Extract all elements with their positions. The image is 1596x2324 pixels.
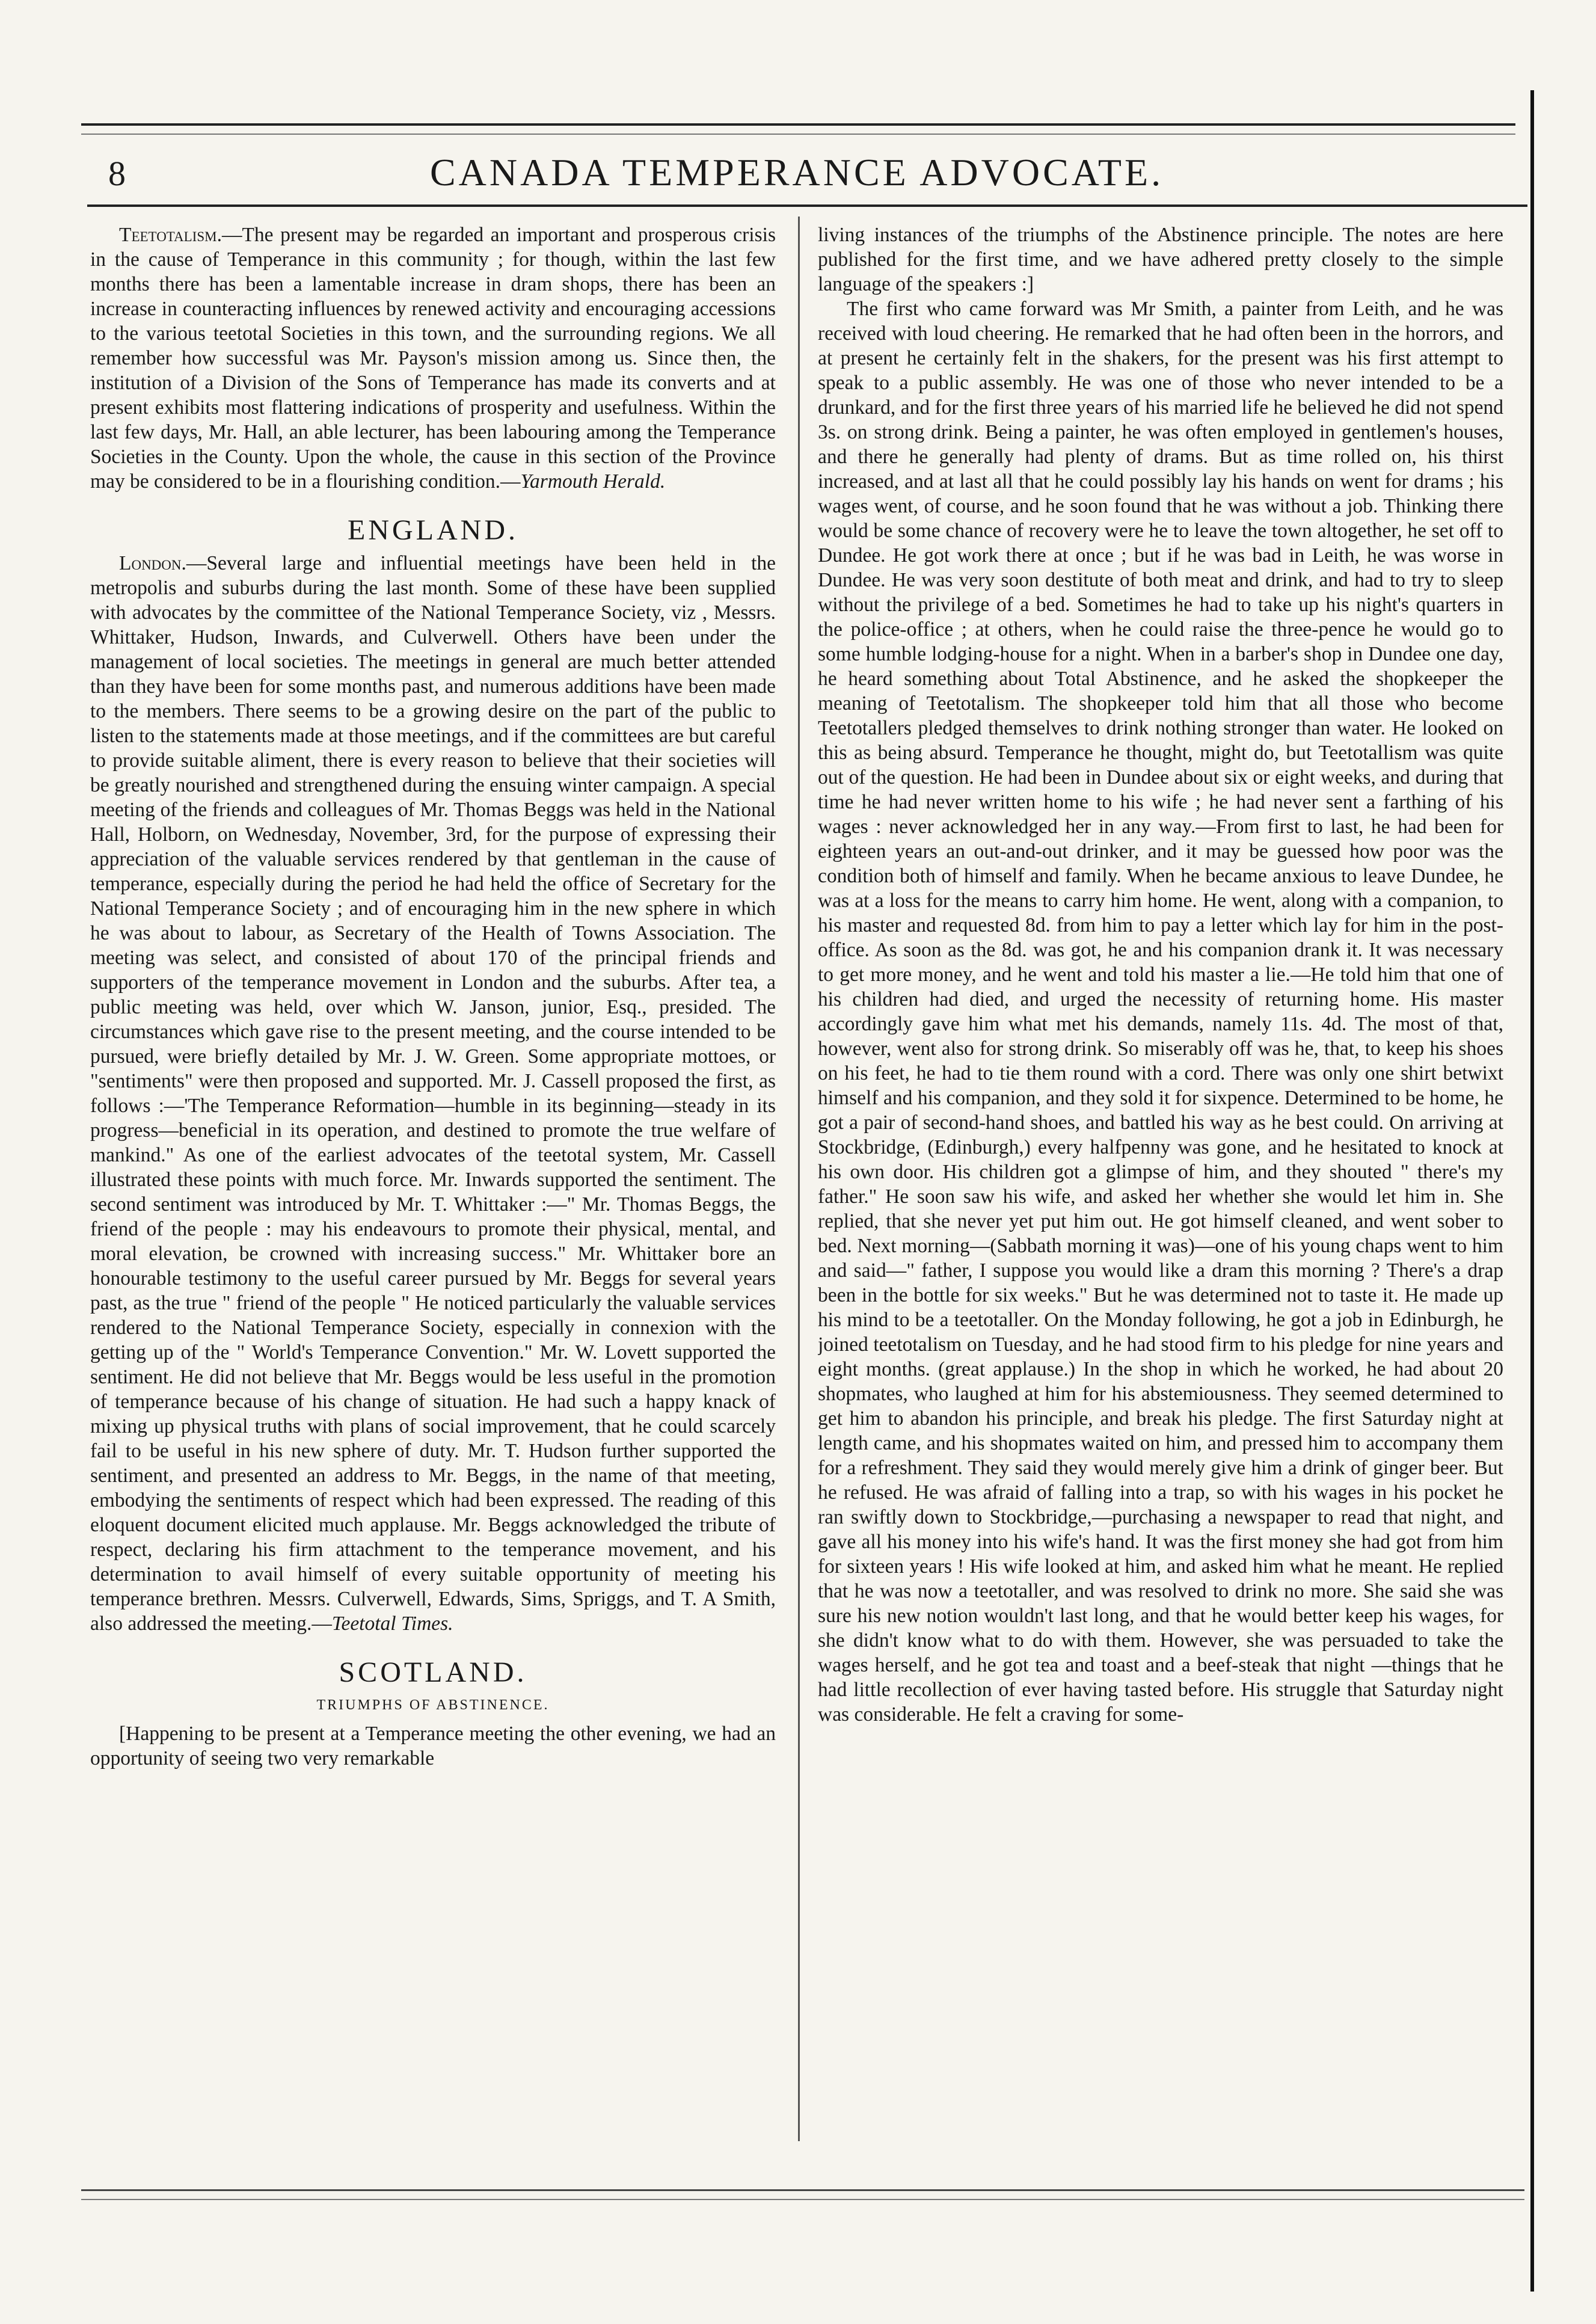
scotland-heading: SCOTLAND. xyxy=(339,1656,527,1688)
london-source: Teetotal Times. xyxy=(331,1612,453,1635)
scotland-subheading: TRIUMPHS OF ABSTINENCE. xyxy=(316,1697,550,1713)
page-number: 8 xyxy=(108,154,126,193)
bottom-border-rule-thin xyxy=(81,2199,1524,2200)
right-border-rule xyxy=(1530,90,1534,2292)
scotland-intro-continued: living instances of the triumphs of the Abstinence principle. The notes are here published for the first time, and we have adhered pretty closely to the simple language of the speakers :] xyxy=(818,224,1503,295)
scotland-intro: [Happening to be present at a Temperance meeting the other evening, we had an opportunity of seeing two very remarkable xyxy=(90,1723,776,1769)
top-border-rule-thin xyxy=(81,134,1515,135)
left-column xyxy=(90,223,776,2153)
england-heading: ENGLAND. xyxy=(348,514,518,546)
london-body: —Several large and influential meetings have been held in the metropolis and suburbs during the last month. Some of these have been supplied with advocates by the committee of the National Temperance Society, viz , Messrs. Whittaker, Hudson, Inwards, and Culverwell. Others have been under the management of local societies. The meetings in general are much better attended than they have been for some months past, and numerous additions have been made to the members. There seems to be a growing desire on the part of the public to listen to the statements made at those meetings, and if the committees are but careful to provide suitable aliment, there is every reason to believe that their societies will be greatly nourished and strengthened during the ensuing winter campaign. A special meeting of the friends and colleagues of Mr. Thomas Beggs was held in the National Hall, Holborn, on Wednesday, November, 3rd, for the purpose of expressing their appreciation of the valuable services rendered by that gentleman in the cause of temperance, especially during the period he had held the office of Secretary for the National Temperance Society ; and of encouraging him in the new sphere in which he was about to labour, as Secretary of the Health of Towns Association. The meeting was select, and consisted of about 170 of the principal friends and supporters of the temperance movement in London and the suburbs. After tea, a public meeting was held, over which W. Janson, junior, Esq., presided. The circumstances which gave rise to the present meeting, and the course intended to be pursued, were briefly detailed by Mr. J. W. Green. Some appropriate mottoes, or "sentiments" were then proposed and supported. Mr. J. Cassell proposed the first, as follows :—'The Temperance Reformation—humble in its beginning—steady in its progress—beneficial in its operation, and destined to promote the true welfare of mankind." As one of the earliest advocates of the teetotal system, Mr. Cassell illustrated these points with much force. Mr. Inwards supported the sentiment. The second sentiment was introduced by Mr. T. Whittaker :—" Mr. Thomas Beggs, the friend of the people : may his endeavours to promote their physical, mental, and moral elevation, be crowned with increasing success." Mr. Whittaker bore an honourable testimony to the useful career pursued by Mr. Beggs for several years past, as the true " friend of the people " He noticed particularly the valuable services rendered to the National Temperance Society, especially in connexion with the getting up of the " World's Temperance Convention." Mr. W. Lovett supported the sentiment. He did not believe that Mr. Beggs would be less useful in the promotion of temperance because of his change of situation. He had such a happy knack of mixing up physical truths with plans of social improvement, that he could scarcely fail to be useful in his new sphere of duty. Mr. T. Hudson further supported the sentiment, and presented an address to Mr. Beggs, in the name of that meeting, embodying the sentiments of respect which had been expressed. The reading of this eloquent document elicited much applause. Mr. Beggs acknowledged the tribute of respect, declaring his firm attachment to the temperance movement, and his determination to avail himself of every suitable opportunity of meeting his temperance brethren. Messrs. Culverwell, Edwards, Sims, Spriggs, and T. A Smith, also addressed the meeting.— xyxy=(90,552,776,1635)
masthead-rule xyxy=(87,204,1527,207)
smith-testimony: The first who came forward was Mr Smith, a painter from Leith, and he was received with loud cheering. He remarked that he had often been in the horrors, and at present he certainly felt in the shakers, for the present was his first attempt to speak to a public assembly. He was one of those who never intended to be a drunkard, and for the first three years of his married life he believed he did not spend 3s. on strong drink. Being a painter, he was often employed in gentlemen's houses, and there he generally had plenty of drams. But as time rolled on, his thirst increased, and at last all that he could possibly lay his hands on went for drams ; his wages went, of course, and he soon found that he was without a job. Thinking there would be some chance of recovery were he to leave the town altogether, he set off to Dundee. He got work there at once ; but if he was bad in Leith, he was worse in Dundee. He was very soon destitute of both meat and drink, and had to try to sleep without the privilege of a bed. Sometimes he had to take up his night's quarters in the police-office ; at others, when he could raise the three-pence he would go to some humble lodging-house for a night. When in a barber's shop in Dundee one day, he heard something about Total Abstinence, and he asked the shopkeeper the meaning of Teetotalism. The shopkeeper told him that all those who become Teetotallers pledged themselves to drink nothing stronger than water. He looked on this as being absurd. Temperance he thought, might do, but Teetotallism was quite out of the question. He had been in Dundee about six or eight weeks, and during that time he had never written home to his wife ; he had never sent a farthing of his wages : never acknowledged her in any way.—From first to last, he had been for eighteen years an out-and-out drinker, and it may be guessed how poor was the condition both of himself and family. When he became anxious to leave Dundee, he was at a loss for the means to carry him home. He went, along with a companion, to his master and requested 8d. from him to pay a letter which lay for him in the post-office. As soon as the 8d. was got, he and his companion drank it. It was necessary to get more money, and he went and told his master a lie.—He told him that one of his children had died, and urged the necessity of returning home. His master accordingly gave him what met his demands, namely 11s. 4d. The most of that, however, went also for strong drink. So miserably off was he, that, to keep his shoes on his feet, he had to tie them round with a cord. There was only one shirt betwixt himself and his companion, and they sold it for sixpence. Determined to be home, he got a pair of second-hand shoes, and battled his way as he best could. On arriving at Stockbridge, (Edinburgh,) every halfpenny was gone, and he hesitated to knock at his own door. His children got a glimpse of him, and they shouted " there's my father." He soon saw his wife, and asked her whether she would let him in. She replied, that she never yet put him out. He got himself cleaned, and went sober to bed. Next morning—(Sabbath morning it was)—one of his young chaps went to him and said—" father, I suppose you would like a dram this morning ? There's a drap been in the bottle for six weeks." But he was determined not to taste it. He made up his mind to be a teetotaller. On the Monday following, he got a job in Edinburgh, he joined teetotalism on Tuesday, and he had stood firm to his pledge for nine years and eight months. (great applause.) In the shop in which he worked, he had about 20 shopmates, who laughed at him for his abstemiousness. They seemed determined to get him to abandon his principle, and break his pledge. The first Saturday night at length came, and his shopmates waited on him, and pressed him to accompany them for a refreshment. They said they would merely give him a drink of ginger beer. But he refused. He was afraid of falling into a trap, so with his wages in his pocket he ran swiftly down to Stockbridge,—purchasing a newspaper to read that night, and gave all his money into his wife's hand. It was the first money she had got from him for sixteen years ! His wife looked at him, and asked him what he meant. He replied that he was now a teetotaller, and was resolved to drink no more. She said she was sure his new notion wouldn't last long, and that he would better keep his wages, for she didn't know what to do with them. However, she was persuaded to take the wages herself, and he got tea and toast and a beef-steak that night —things that he had little recollection of ever having tasted before. His struggle that Saturday night was considerable. He felt a craving for some- xyxy=(818,298,1503,1726)
top-border-rule xyxy=(81,123,1515,126)
london-article xyxy=(90,551,776,1636)
masthead-title: CANADA TEMPERANCE ADVOCATE. xyxy=(429,151,1164,194)
teetotalism-article xyxy=(90,223,776,494)
teetotalism-source: Yarmouth Herald. xyxy=(520,470,666,493)
teetotalism-body: —The present may be regarded an important and prosperous crisis in the cause of Temperance in this community ; for though, within the last few months there has been a lamentable increase in dram shops, there has been an increase in counteracting influences by renewed activity and encouraging accessions to the various teetotal Societies in this town, and the surrounding regions. We all remember how successful was Mr. Payson's mission among us. Since then, the institution of a Division of the Sons of Temperance has made its converts and at present exhibits most flattering indications of prosperity and usefulness. Within the last few days, Mr. Hall, an able lecturer, has been labouring among the Temperance Societies in the County. Upon the whole, the cause in this section of the Province may be considered to be in a flourishing condition.— xyxy=(90,224,776,493)
london-lead: London. xyxy=(119,552,186,574)
right-column xyxy=(818,223,1503,2153)
bottom-border-rule xyxy=(81,2189,1524,2191)
column-divider xyxy=(798,217,800,2141)
teetotalism-lead: Teetotalism. xyxy=(119,224,222,246)
